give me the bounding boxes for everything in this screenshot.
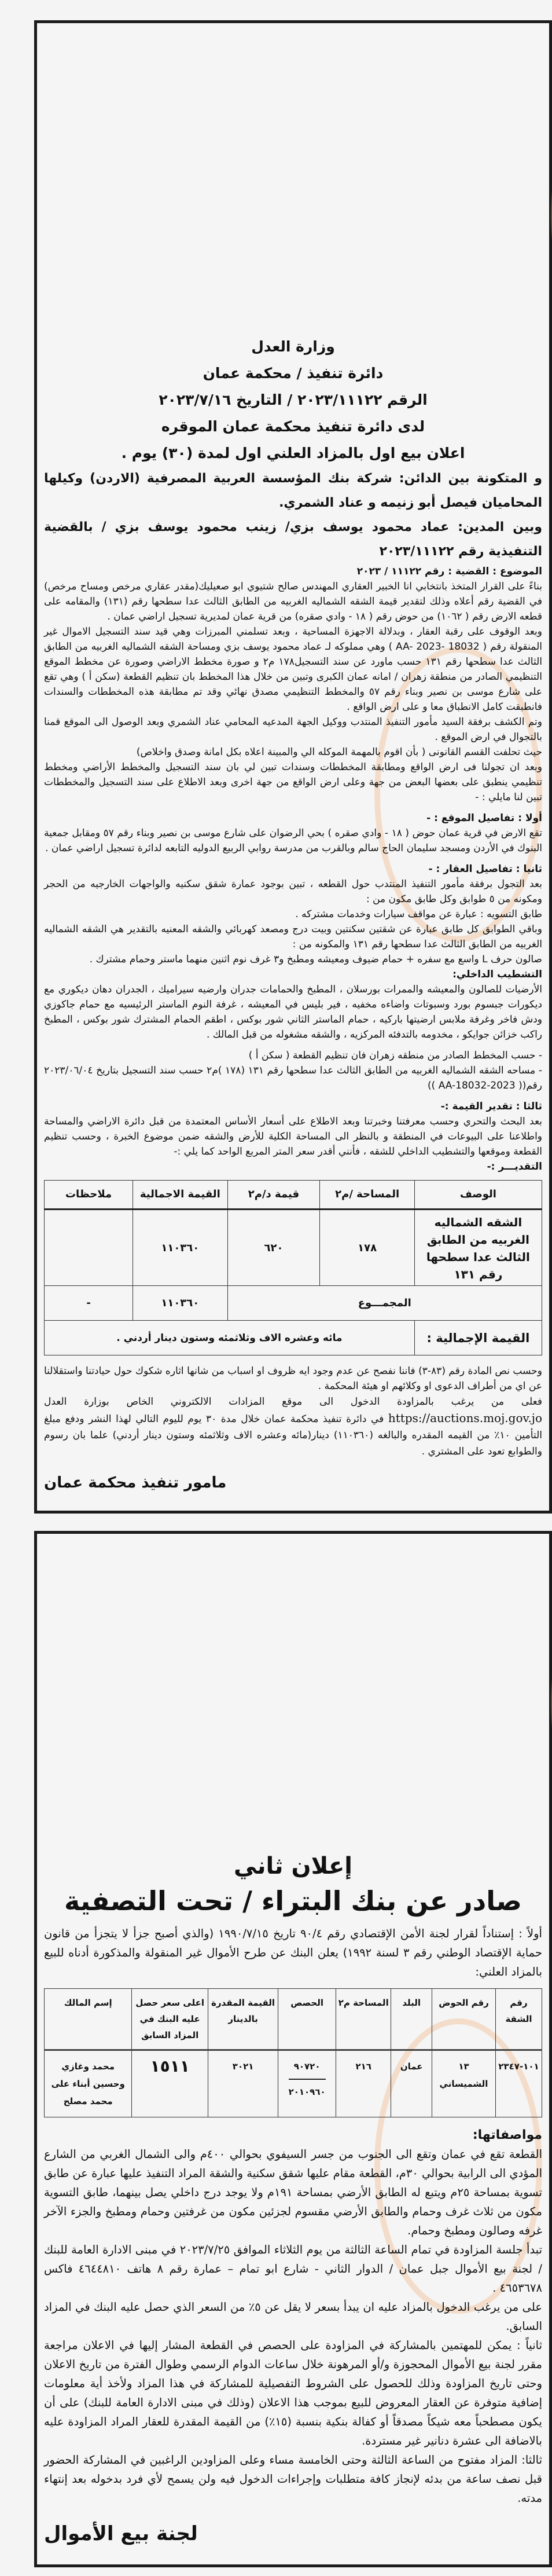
section-heading: التقديـــر :- <box>487 1161 542 1172</box>
auction-announcement: اعلان بيع اول بالمزاد العلني اول لمدة (٣٠) يوم . <box>121 445 465 461</box>
notes-cell <box>45 1210 133 1286</box>
description-cell: الشقه الشماليه الغربيه من الطابق الثالث عدا سطحها رقم ١٣١ <box>414 1210 542 1286</box>
shares-cell <box>278 2050 336 2117</box>
paragraph: الأرضيات للصالون والمعيشه والممرات بورسلان ، المطبخ والحمامات جدران وارضيه سيراميك ، الجدران دهان ديكوري مع ديكورات جبسوم بورد وسبوتات واضاءه مخفيه ، فير بليس في المعيشه ، غرفة النوم الماستر الرئيسيه مع حمام جاكوزي ودش فاخر وغرفة ملابس ارضيتها باركيه ، حمام الماستر الثاني شور بوكس ، اطقم الحمام المشترك شور بوكس ، المطبخ راكب خزائن جوايكو ، مخدومه بالتدفئه المركزيه ، والشقه مشغوله من قبل المالك . <box>44 984 542 1040</box>
court-auction-notice <box>34 20 552 1514</box>
session-paragraph: تبدأ جلسة المزاودة في تمام الساعة الثالثة من يوم الثلاثاء الموافق ٢٠٢٣/٧/٢٥ في مبنى الادارة العامة للبنك / لجنة بيع الأموال جبل عمان / الدوار الثاني - شارع ابو تمام – عمارة رقم ٨ هاتف ٤٦٤٤٨١٠ فاكس ٤٦٥٣٦٧٨ . <box>44 2243 543 2295</box>
paragraph: صالون حرف L واسع مع سفره + حمام ضيوف ومعيشه ومطبخ و٣ غرف نوم اثنين منهما ماستر وحمام مشترك . <box>89 954 542 965</box>
shares-denominator: ٢٠١٠٩٦٠ <box>288 2087 326 2097</box>
second-clause: ثانياً : يمكن للمهتمين بالمشاركة في المزاودة على الحصص في القطعة المشار إليها في الاعلان مراجعة مقرر لجنة بيع الأموال المحجوزة و/أو المرهونة خلال ساعات الدوام الرسمي وطوال الفترة من تاريخ الاعلان وحتى تاريخ المزاودة وذلك للحصول على الشروط التفصيلية للمشاركة في هذا المزاد ولأخذ أية معلومات إضافية متوفرة عن العقار المعروض للبيع بموجب هذا الاعلان (وذلك في مبنى الادارة العامة للبنك) على أن يكون مصطحباً معه شيكاً مصدقاً أو كفالة بنكية بنسبة (١٥٪) من القيمة المقدرة للعقار المراد المزاودة عليه بالاضافة الى عشرة دنانير غير مستردة. <box>44 2339 542 2447</box>
column-header: المساحة /م٢ <box>320 1181 414 1210</box>
valuation-table <box>44 1180 542 1355</box>
table-header-row <box>45 1989 542 2050</box>
column-header: القيمة الاجمالية <box>133 1181 227 1210</box>
area-cell: ١٧٨ <box>320 1210 414 1286</box>
reference-number: الرقم ٢٠٢٣/١١١٢٢ / التاريخ ٢٠٢٣/٧/١٦ <box>159 391 428 408</box>
apartment-number-cell: ١٠١-٢٣٤٧ <box>496 2050 542 2117</box>
shares-fraction <box>289 2058 326 2101</box>
table-header-row <box>45 1181 542 1210</box>
ministry-title: وزارة العدل <box>251 338 335 355</box>
grand-total-words: مائه وعشره الاف وثلاثمئه وستون دينار أردني . <box>45 1321 415 1355</box>
department-title: دائرة تنفيذ / محكمة عمان <box>203 365 384 382</box>
notice-subtitle: صادر عن بنك البتراء / تحت التصفية <box>64 1885 522 1917</box>
intro-paragraph: أولاً : إستناداً لقرار لجنة الأمن الإقتصادي رقم ٩٠/٤ تاريخ ١٩٩٠/٧/١٥ (والذي أصبح جزأ لا يتجزأ من قانون حماية الإقتصاد الوطني رقم ٣ لسنة ١٩٩٢) يعلن البنك عن طرح الأموال غير المنقولة والمذكورة أدناه للبيع بالمزاد العلني: <box>44 1927 543 1978</box>
highest-price-cell: ١٥١١ <box>132 2050 208 2117</box>
city-cell: عمان <box>391 2050 432 2117</box>
specs-paragraph: القطعة تقع في عمان وتقع الى الجنوب من جسر السيفوي بحوالي ٤٠٠م والى الشمال الغربي من الشارع المؤدي الى الرابية بحوالي ٣٠م، القطعة مقام عليها شقق سكنية والشقة المراد التنفيذ عليها عبارة عن طابق تسوية بمساحة ٢٥م ويتبع له الطابق الأرضي بمساحة ١٩١م ولا يوجد درج داخلي يصل بينهما، طابق التسوية مكون من ثلاث غرف وحمام والطابق الأرضي مقسوم لجزئين مكون من غرفتين وحمام ومطبخ والجزء الآخر غرفه وصالون ومطبخ وحمام. <box>44 2148 542 2237</box>
column-header: المساحة م٢ <box>336 1989 391 2050</box>
column-header: الحصص <box>278 1989 336 2050</box>
column-header: الوصف <box>414 1181 542 1210</box>
table-total-row <box>45 1286 542 1321</box>
price-cell: ٦٢٠ <box>227 1210 320 1286</box>
table-row <box>45 2050 542 2117</box>
paragraph: بناءً على القرار المتخذ بانتخابي انا الخبير العقاري المهندس صالح شتيوي ابو صعيليك(مقدر عقاري مرخص ومساح مرخص) في القضية رقم أعلاه وذلك لتقدير قيمة الشقه الشماليه الغربيه من الطابق الثالث عدا سطحها رقم (١٣١) والمقامه على قطعه الارض رقم ( ١٠٦٢) من حوض رقم ( ١٨ - وادي صقره) من قرية عمان لمديرية تسجيل اراضي عمان . <box>44 581 542 622</box>
total-notes: - <box>45 1286 133 1321</box>
paragraph: وبعد الوقوف على رقبة العقار ، وبدلالة الاجهزة المساحية ، وبعد تسلمني المبرزات وهي قيد سند التسجيل الاموال غير المنقولة رقم ( 18032 -AA- 2023 ) وهي مملوكه لـ عماد محمود يوسف بزي ومساحة الشقه الشماليه الغربيه من الطابق الثالث عدا سطحها رقم ١٣١ حسب ماورد عن سند التسجيل١٧٨ م٢ و صورة مخطط الاراضي وصورة عن مخطط الموقع التنظيمي الصادر من منطقة زهران / امانه عمان الكبرى وتبين من خلال هذا المخطط بان تنظيم القطعة (سكن أ ) وهي تقع على شارع موسى بن نصير وبناء رقم ٥٧ والمخطط التنظيمي مصدق نهائي وقد تم مطابقة هذه المخططات والسندات فانطبقت كامل الانطباق معا و على ارض الواقع . <box>44 626 543 713</box>
column-header: رقم الحوض <box>432 1989 495 2050</box>
shares-numerator: ٩٠٧٢٠ <box>289 2058 326 2080</box>
paragraph: - مساحه الشقه الشماليه الغربيه من الطابق الثالث عدا سطحها رقم ١٣١ (١٧٨ )م٢ حسب سند التسجيل بتاريخ ٢٠٢٣/٠٦/٠٤ رقم(( 2023-AA-18032 )) <box>44 1065 542 1091</box>
area-cell: ٢١٦ <box>336 2050 391 2117</box>
signature: لجنة بيع الأموال <box>44 2522 198 2545</box>
paragraph: وتم الكشف برفقة السيد مأمور التنفيذ المنتدب ووكيل الجهة المدعيه المحامي عناد الشمري وبعد الوصول الى الموقع قمنا بالتجوال في ارض الموقع . <box>44 716 542 743</box>
section-heading: ثالثا : تقدير القيمة :- <box>440 1101 542 1112</box>
column-header: ملاحظات <box>45 1181 133 1210</box>
watermark-clock-icon <box>548 65 552 366</box>
specs-heading: مواصفاتها: <box>472 2128 542 2142</box>
section-heading: التشطيب الداخلي: <box>452 969 542 980</box>
paragraph: تقع الارض في قرية عمان حوض ( ١٨ - وادي صقره ) بحي الرضوان على شارع موسى بن نصير وبناء رقم ٥٧ ومقابل جمعية البنوك في الأردن ومسجد سليمان الحاج سالم وبالقرب من مدرسة روابي الربيع الدوليه التابعه لدائرة تسجيل اراضي عمان . <box>44 827 542 854</box>
table-row <box>45 1210 542 1286</box>
paragraph: - حسب المخطط الصادر من منطقه زهران فان تنظيم القطعة ( سكن أ ) <box>248 1050 542 1061</box>
third-clause: ثالثا: المزاد مفتوح من الساعة الثالثة وحتى الخامسة مساء وعلى المزاودين الراغبين في المشاركة الحضور قبل نصف ساعة من بدئه لإنجاز كافة متطلبات وإجراءات الدخول فيه ولن يسمح لأي فرد بدخوله بعد إنتهاء مدته. <box>44 2453 542 2505</box>
property-table <box>44 1988 542 2117</box>
paragraph: وبعد ان تجولنا فى ارض الواقع ومطابقة المخططات وسندات تبين لي بان سند التسجيل والمخطط الأراضي ومخطط تنظيمي ينطبق على بعضها البعض من جهة وعلى ارض الواقع من جهة اخرى وبعد الاطلاع على سند التسجيل والمخططات تبين لنا مايلي : - <box>44 761 542 803</box>
column-header: اعلى سعر حصل عليه البنك في المزاد السابق <box>132 1989 208 2050</box>
paragraph: بعد البحث والتحري وحسب معرفتنا وخبرتنا وبعد الاطلاع على أسعار الأساس المعتمدة من قبل دائرة الاراضي والمساحة واطلاعنا على البيوعات في المنطقة و بالنظر الى المساحة الكلية للأرض والشقه ضمن موضوع الخبرة ، وحسب تنظيم القطعة وموقعها والتشطيب الداخلي للشقه ، فأنني أقدر سعر المتر المربع الواحد كما يلي :- <box>44 1116 542 1157</box>
bidding-text: فعلى من يرغب بالمزاودة الدخول الى موقع المزادات الالكتروني الخاص بوزارة العدل <box>44 1396 542 1408</box>
bidding-text: في دائرة تنفيذ محكمة عمان خلال مدة ٣٠ يوم لليوم التالي لهذا النشر ودفع مبلغ التأمين ١٠٪ من القيمه المقدره والبالغه (١١٠٣٦٠) دينار(مائه وعشره الاف وثلاثمئه وستون دينار أردني) علما بان رسوم والطوابع تعود على المشتري . <box>44 1413 542 1457</box>
bidding-paragraph <box>44 1394 542 1460</box>
column-header: رقم الشقة <box>496 1989 542 2050</box>
min-bid-paragraph: على من يرغب الدخول بالمزاد عليه ان يبدأ بسعر لا يقل عن ٥٪ من السعر الذي حصل عليه البنك في المزاد السابق. <box>44 2300 542 2333</box>
bank-auction-notice <box>34 1531 552 2567</box>
owner-cell: محمد وغازي وحسين أبناء على محمد مصلح <box>45 2050 132 2117</box>
column-header: البلد <box>391 1989 432 2050</box>
paragraph: حيث تحلفت القسم القانونى ( بأن اقوم بالمهمة الموكله الي والمبينة اعلاه بكل امانة وصدق واخلاص) <box>136 746 542 758</box>
estimated-value-cell: ٣٠٢١ <box>208 2050 278 2117</box>
column-header: القيمة المقدرة بالدينار <box>208 1989 278 2050</box>
total-value: ١١٠٣٦٠ <box>133 1286 227 1321</box>
paragraph: طابق التسويه : عبارة عن مواقف سيارات وخدمات مشتركه . <box>295 908 542 920</box>
paragraph: بعد التجول برفقة مأمور التنفيذ المنتدب حول القطعه ، تبين بوجود عمارة شقق سكنيه والواجهات الخارجيه من الحجر ومكونه من ٥ طوابق وكل طابق مكون من : <box>44 878 542 905</box>
watermark-clock-icon <box>548 1552 552 1853</box>
auction-url-link[interactable]: https://auctions.moj.gov.jo <box>388 1411 543 1425</box>
grand-total-label: القيمة الإجمالية : <box>414 1321 542 1355</box>
section-heading: ثانيا : تفاصيل العقار : - <box>428 863 542 875</box>
court-line: لدى دائرة تنفيذ محكمة عمان الموقره <box>161 418 425 435</box>
total-label: المجمـــوع <box>227 1286 542 1321</box>
notice-title: إعلان ثاني <box>234 1853 352 1879</box>
column-header: قيمة د/م٢ <box>227 1181 320 1210</box>
grand-total-row <box>45 1321 542 1355</box>
column-header: إسم المالك <box>45 1989 132 2050</box>
paragraph: وباقي الطوابق كل طابق عبارة عن شقتين سكنتين وبيت درج ومصعد كهربائي والشقه المعنيه بالتقدير هي الشقه الشماليه الغربيه من الطابق الثالث عدا سطحها رقم ١٣١ والمكونه من : <box>44 924 542 950</box>
basin-cell: ١٣ الشميساني <box>432 2050 495 2117</box>
disclosure-paragraph: وحسب نص المادة رقم (٨٣-٣) فاننا نفصح عن عدم وجود ايه ظروف او اسباب من شانها اثاره شكوك حول حيادتنا واستقلالنا عن اي من أطراف الدعوى او وكلائهم او هيئة المحكمة . <box>44 1365 543 1392</box>
signature: مامور تنفيذ محكمة عمان <box>44 1474 227 1492</box>
total-value-cell: ١١٠٣٦٠ <box>133 1210 227 1286</box>
debtor-text: وبين المدين: عماد محمود يوسف بزي/ زينب محمود يوسف بزي / بالقضية التنفيذية رقم ٢٠٢٣/١١١٢٢ <box>44 520 542 559</box>
section-heading: أولا : تفاصيل الموقع : - <box>426 812 542 824</box>
subject-line: الموضوع : القضية : رقم ١١١٢٢ / ٢٠٢٣ <box>356 566 542 577</box>
creditor-text: و المتكونة بين الدائن: شركة بنك المؤسسة العربية المصرفية (الاردن) وكيلها المحاميان فيصل أبو زنيمه و عناد الشمري. <box>44 471 542 510</box>
